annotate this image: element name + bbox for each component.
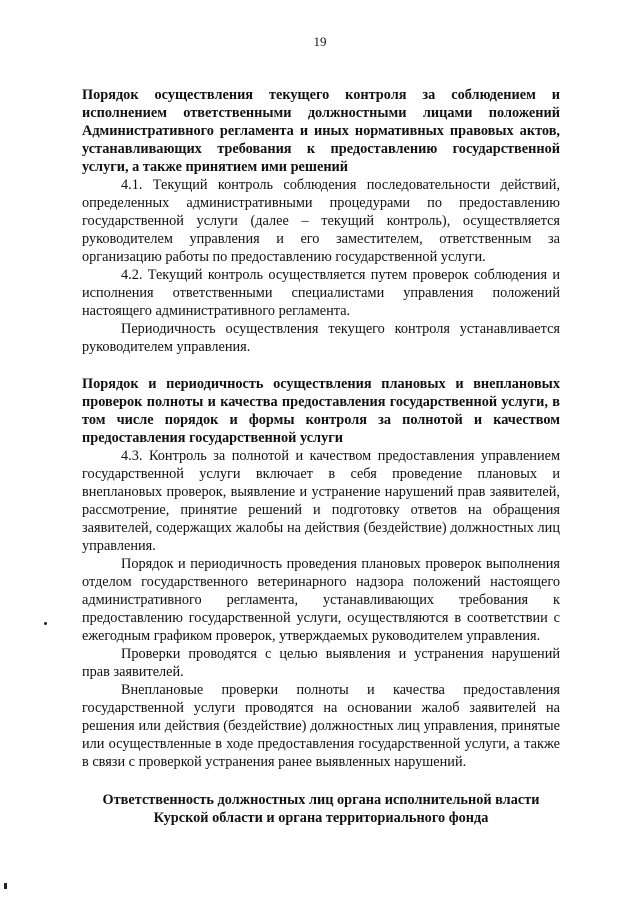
section-spacer xyxy=(82,771,560,791)
paragraph-planned-inspections: Порядок и периодичность проведения плановых проверок выполнения отделом государственного ветеринарного надзора положений настоящего административного регламента, устанавливающих требования к предоставлению государственной услуги, осуществляются в соответствии с ежегодным графиком проверок, утверждаемых руководителем управления. xyxy=(82,556,560,644)
paragraph-4-3: 4.3. Контроль за полнотой и качеством предоставления управлением государственной услуги включает в себя проведение плановых и внеплановых проверок, выявление и устранение нарушений прав заявителей, рассмотрение, принятие решений и подготовку ответов на обращения заявителей, содержащих жалобы на действия (бездействие) должностных лиц управления. xyxy=(82,448,560,554)
section-spacer xyxy=(82,356,560,375)
paragraph-4-1: 4.1. Текущий контроль соблюдения последовательности действий, определенных административными процедурами по предоставлению государственной услуги (далее – текущий контроль), осуществляется руководителем управления и его заместителем, ответственным за организацию работы по предоставлению государственной услуги. xyxy=(82,177,560,265)
paragraph-periodicity: Периодичность осуществления текущего контроля устанавливается руководителем управления. xyxy=(82,321,560,355)
scan-speck xyxy=(44,622,47,625)
section-heading-current-control: Порядок осуществления текущего контроля за соблюдением и исполнением ответственными должностными лицами положений Административного регламента и иных нормативных правовых актов, устанавливающих требования к предоставлению государственной услуги, а также принятием ими решений xyxy=(82,87,560,175)
section-heading-responsibility: Ответственность должностных лиц органа исполнительной власти Курской области и органа территориального фонда xyxy=(102,792,540,826)
scan-speck xyxy=(4,883,7,889)
section-heading-inspections: Порядок и периодичность осуществления плановых и внеплановых проверок полноты и качества предоставления государственной услуги, в том числе порядок и формы контроля за полнотой и качеством предоставления государственной услуги xyxy=(82,376,560,446)
paragraph-inspection-purpose: Проверки проводятся с целью выявления и устранения нарушений прав заявителей. xyxy=(82,646,560,680)
document-body xyxy=(82,86,560,827)
page-number: 19 xyxy=(313,34,327,49)
paragraph-4-2: 4.2. Текущий контроль осуществляется путем проверок соблюдения и исполнения ответственными специалистами управления положений настоящего административного регламента. xyxy=(82,267,560,319)
paragraph-unplanned-inspections: Внеплановые проверки полноты и качества предоставления государственной услуги проводятся на основании жалоб заявителей на решения или действия (бездействие) должностных лиц управления, принятые или осуществленные в ходе предоставления государственной услуги, а также в связи с проверкой устранения ранее выявленных нарушений. xyxy=(82,682,560,770)
